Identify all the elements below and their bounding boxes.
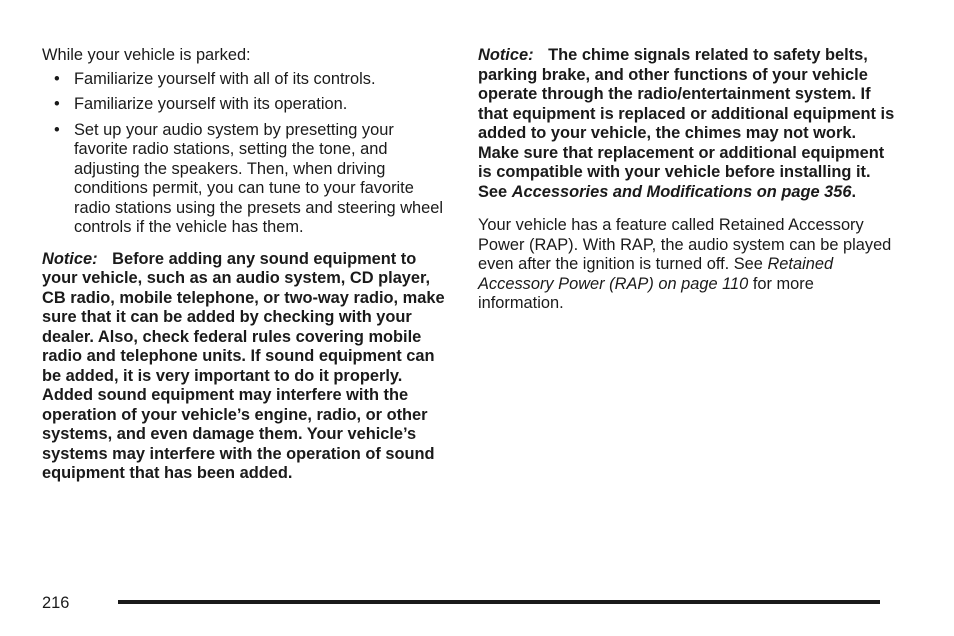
notice-label: Notice: <box>478 46 534 64</box>
bullet-icon: • <box>54 120 60 139</box>
accessories-reference: Accessories and Modifications on page 356 <box>511 182 852 201</box>
chime-notice <box>478 46 898 202</box>
list-item <box>42 121 452 238</box>
list-item-text: Set up your audio system by presetting your favorite radio stations, setting the tone, and adjusting the speakers. Then, when driving conditions permit, you can tune to your favorite radio stations using the presets and steering wheel controls if the vehicle has them. <box>74 120 444 236</box>
bullet-icon: • <box>54 95 60 113</box>
notice-body: The chime signals related to safety belts, parking brake, and other functions of your vehicle operate through the radio/entertainment system. If that equipment is replaced or additional equipment is added to your vehicle, the chimes may not work. Make sure that replacement or additional equipment is compatible with your vehicle before installing it. See <box>478 46 895 201</box>
left-column <box>42 46 452 484</box>
intro-text: While your vehicle is parked: <box>42 46 251 64</box>
list-item <box>42 95 452 115</box>
list-item-text: Familiarize yourself with its operation. <box>74 95 348 113</box>
bullet-icon: • <box>54 69 60 88</box>
rap-text: Your vehicle has a feature called Retained Accessory Power (RAP). With RAP, the audio system can be played even after the ignition is turned off. See <box>478 216 892 273</box>
rap-reference: Retained Accessory Power (RAP) on page 110 <box>478 255 834 293</box>
rap-end: for more information. <box>478 274 814 312</box>
notice-label: Notice: <box>42 249 98 268</box>
page-number: 216 <box>42 594 70 612</box>
right-column <box>478 46 898 314</box>
bullet-list <box>42 70 452 238</box>
notice-body: Before adding any sound equipment to your vehicle, such as an audio system, CD player, CB radio, mobile telephone, or two-way radio, make sure that it can be added by checking with your dealer. Also, check federal rules covering mobile radio and telephone units. If sound equipment can be added, it is very important to do it properly. Added sound equipment may interfere with the operation of your vehicle’s engine, radio, or other systems, and even damage them. Your vehicle’s systems may interfere with the operation of sound equipment that has been added. <box>42 249 445 482</box>
list-item-text: Familiarize yourself with all of its controls. <box>74 69 376 88</box>
footer-divider <box>118 600 880 604</box>
list-item <box>42 70 452 90</box>
audio-equipment-notice <box>42 250 452 484</box>
notice-end: . <box>851 182 857 201</box>
rap-paragraph <box>478 216 898 314</box>
